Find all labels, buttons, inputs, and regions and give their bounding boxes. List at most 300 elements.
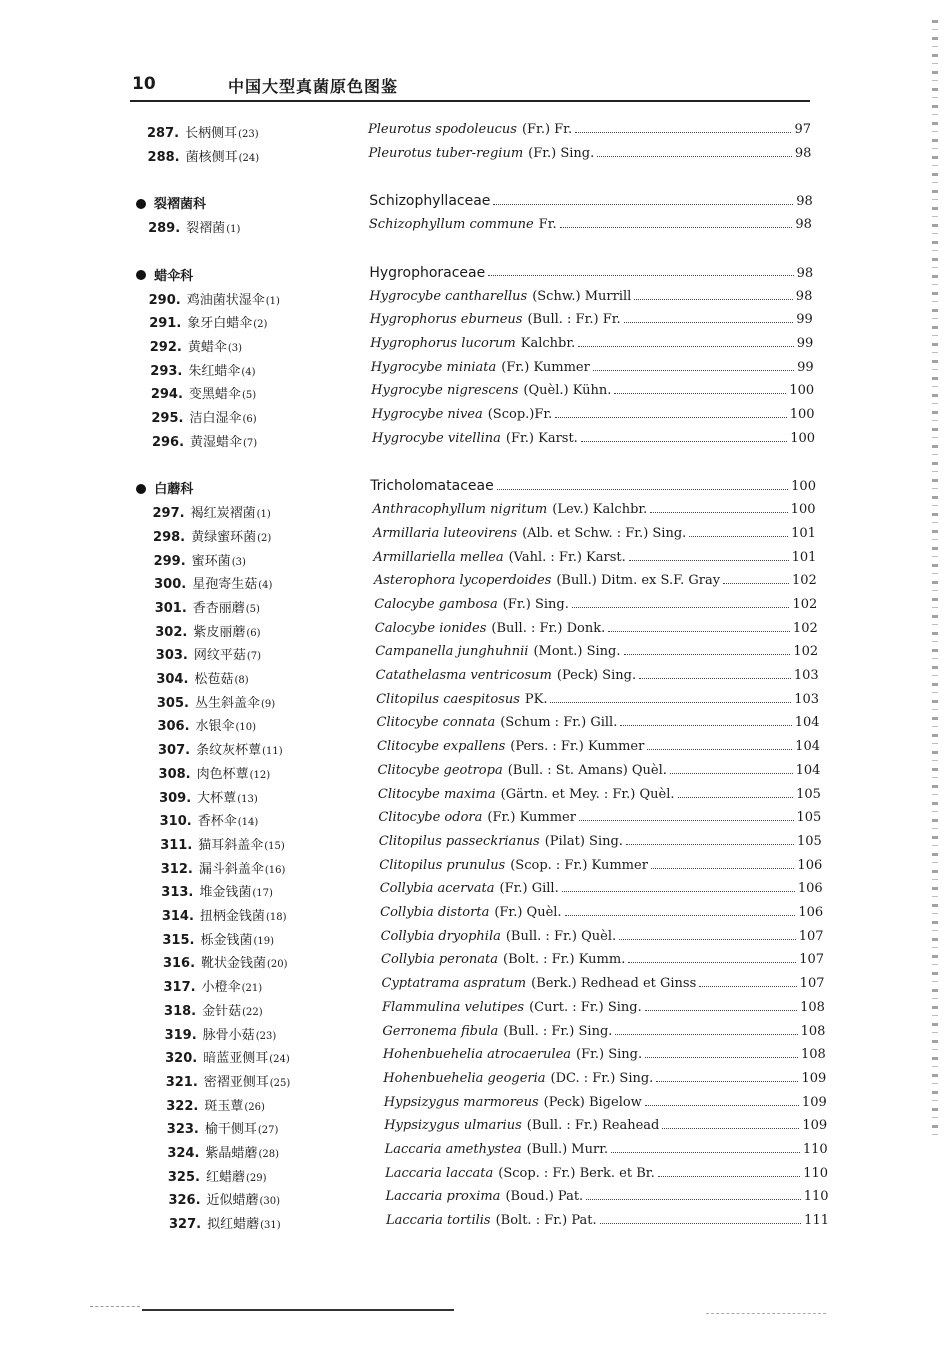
species-cn-text: 松苞菇 — [194, 672, 234, 687]
page-ref: 107 — [798, 928, 824, 944]
species-entry — [381, 929, 824, 944]
species-entry — [369, 217, 812, 232]
plate-number: (1) — [256, 509, 271, 521]
species-number: 315. — [162, 932, 195, 948]
species-number: 288. — [147, 149, 180, 165]
author-citation: (Bull. : Fr.) Sing. — [503, 1023, 613, 1039]
author-citation: (Bull. : Fr.) Reahead — [526, 1118, 660, 1134]
species-number: 317. — [163, 980, 196, 996]
species-cn-text: 香杏丽蘑 — [192, 600, 245, 616]
plate-number: (30) — [259, 1196, 281, 1208]
author-citation: (Bull. : Fr.) Donk. — [491, 620, 606, 636]
species-name-cn — [163, 952, 288, 971]
species-name-cn — [150, 360, 255, 379]
plate-number: (6) — [242, 414, 257, 425]
species-name-cn — [149, 289, 280, 308]
species-entry — [376, 692, 819, 707]
page-ref: 100 — [790, 502, 816, 518]
page-ref: 109 — [801, 1070, 827, 1086]
plate-number: (4) — [258, 580, 273, 592]
species-entry — [382, 1000, 825, 1015]
author-citation: PK. — [524, 691, 548, 707]
leader-dots — [488, 275, 793, 276]
species-cn-text: 脉骨小菇 — [202, 1027, 255, 1043]
species-entry — [380, 881, 823, 896]
species-name-cn — [156, 668, 248, 687]
species-entry — [373, 550, 816, 565]
scientific-name: Clitopilus caespitosus — [376, 691, 520, 707]
species-row — [0, 952, 952, 974]
species-row — [0, 312, 952, 334]
species-row — [0, 692, 952, 714]
species-row — [0, 1142, 952, 1164]
leader-dots — [597, 156, 792, 157]
scientific-name: Anthracophyllum nigritum — [372, 502, 548, 518]
species-cn-text: 黄蜡伞 — [187, 339, 227, 355]
species-name-cn — [157, 692, 275, 711]
page-ref: 98 — [796, 194, 813, 210]
species-cn-text: 变黑蜡伞 — [188, 387, 241, 403]
species-row — [0, 526, 952, 548]
family-heading-row — [0, 478, 952, 500]
species-entry — [382, 1024, 825, 1039]
page-ref: 106 — [797, 857, 823, 873]
scientific-name: Catathelasma ventricosum — [375, 668, 552, 683]
page-ref: 102 — [793, 644, 819, 660]
plate-number: (11) — [262, 746, 283, 758]
species-number: 303. — [155, 648, 188, 664]
leader-dots — [670, 773, 793, 774]
page-ref: 111 — [804, 1213, 829, 1229]
species-cn-text: 黄湿蜡伞 — [190, 434, 243, 450]
family-heading-row — [0, 193, 952, 215]
leader-dots — [593, 370, 794, 371]
bullet-icon — [136, 199, 146, 209]
plate-number: (8) — [234, 675, 249, 686]
species-number: 290. — [148, 292, 181, 308]
species-number: 297. — [152, 506, 185, 522]
species-row — [0, 1024, 952, 1046]
leader-dots — [615, 1034, 797, 1035]
leader-dots — [651, 868, 795, 869]
leader-dots — [624, 322, 794, 323]
page-ref: 104 — [795, 739, 820, 755]
species-number: 326. — [168, 1193, 201, 1209]
page-ref: 105 — [796, 810, 822, 826]
scientific-name: Laccaria proxima — [385, 1189, 501, 1205]
plate-number: (12) — [249, 769, 271, 781]
species-name-cn — [152, 431, 257, 450]
species-cn-text: 堆金钱菌 — [199, 885, 252, 901]
species-row — [0, 787, 952, 809]
leader-dots — [565, 915, 796, 916]
author-citation: Kalchbr. — [520, 335, 576, 351]
plate-number: (3) — [227, 342, 243, 354]
family-name-cn-text: 裂褶菌科 — [154, 197, 207, 213]
species-row — [0, 1047, 952, 1069]
species-number: 312. — [160, 861, 193, 877]
plate-number: (14) — [237, 817, 259, 829]
page-ref: 106 — [797, 881, 823, 897]
author-citation: (Pilat) Sing. — [544, 833, 623, 849]
scientific-name: Clitopilus prunulus — [379, 857, 506, 873]
species-entry — [379, 834, 822, 849]
leader-dots — [624, 654, 791, 655]
species-cn-text: 密褶亚侧耳 — [203, 1074, 269, 1090]
leader-dots — [579, 820, 794, 821]
species-cn-text: 鸡油菌状湿伞 — [186, 292, 265, 308]
scientific-name: Hypsizygus ulmarius — [384, 1118, 522, 1134]
species-number: 319. — [164, 1027, 197, 1043]
species-name-cn — [166, 1095, 265, 1114]
page-ref: 99 — [796, 335, 814, 351]
species-number: 313. — [161, 885, 194, 901]
author-citation: (Bolt. : Fr.) Kumm. — [503, 952, 626, 968]
page-ref: 107 — [799, 976, 825, 992]
species-cn-text: 洁白湿伞 — [189, 411, 242, 426]
species-row — [0, 122, 952, 144]
species-name-cn — [168, 1166, 267, 1185]
species-number: 318. — [164, 1003, 197, 1019]
species-name-cn — [148, 146, 260, 165]
family-name-cn-text: 白蘑科 — [154, 482, 194, 498]
species-entry — [372, 431, 815, 446]
page-ref: 110 — [802, 1142, 828, 1157]
plate-number: (9) — [260, 698, 276, 710]
species-row — [0, 360, 952, 382]
species-name-cn — [161, 858, 286, 877]
species-entry — [383, 1047, 826, 1062]
author-citation: (Bull. : St. Amans) Quèl. — [507, 762, 667, 778]
species-number: 308. — [158, 766, 191, 782]
species-number: 322. — [166, 1098, 199, 1114]
species-number: 316. — [162, 956, 196, 972]
page-ref: 99 — [797, 359, 814, 375]
scientific-name: Schizophyllum commune — [368, 217, 534, 233]
scientific-name: Collybia acervata — [379, 881, 495, 897]
species-number: 287. — [147, 126, 180, 141]
species-entry — [377, 763, 820, 778]
species-entry — [378, 810, 821, 825]
plate-number: (17) — [252, 888, 273, 900]
author-citation: (Bull.) Ditm. ex S.F. Gray — [556, 573, 721, 589]
plate-number: (23) — [255, 1030, 277, 1042]
leader-dots — [645, 1057, 798, 1058]
leader-dots — [497, 489, 788, 490]
book-title: 中国大型真菌原色图鉴 — [228, 77, 399, 96]
author-citation: (Fr.) Kummer — [487, 810, 576, 826]
species-number: 299. — [153, 553, 186, 569]
species-entry — [380, 905, 823, 920]
species-row — [0, 407, 952, 429]
species-row — [0, 881, 952, 903]
bullet-icon — [136, 484, 146, 494]
leader-dots — [639, 678, 791, 679]
species-name-cn — [153, 526, 271, 545]
species-row — [0, 1071, 952, 1093]
leader-dots — [614, 393, 786, 394]
plate-number: (18) — [265, 912, 287, 923]
leader-dots — [656, 1081, 798, 1082]
author-citation: (Pers. : Fr.) Kummer — [510, 739, 645, 755]
page-number: 10 — [132, 74, 156, 94]
scientific-name: Pleurotus spodoleucus — [368, 122, 517, 137]
species-name-cn — [154, 550, 246, 569]
page-ref: 98 — [795, 288, 813, 304]
species-number: 293. — [150, 363, 183, 379]
scientific-name: Clitocybe maxima — [377, 786, 496, 802]
plate-number: (7) — [246, 651, 262, 663]
species-number: 307. — [158, 743, 191, 759]
leader-dots — [662, 1128, 799, 1129]
family-entry — [369, 193, 813, 209]
family-name-latin: Schizophyllaceae — [369, 193, 491, 210]
scientific-name: Campanella junghuhnii — [375, 644, 529, 660]
author-citation: (Fr.) Sing. — [576, 1047, 643, 1063]
species-name-cn — [162, 905, 287, 924]
leader-dots — [689, 536, 788, 537]
species-cn-text: 裂褶菌 — [186, 221, 226, 237]
species-name-cn — [157, 715, 256, 734]
leader-dots — [645, 1010, 797, 1011]
plate-number: (19) — [253, 935, 275, 947]
species-entry — [374, 573, 817, 588]
page-ref: 108 — [800, 999, 825, 1015]
scientific-name: Hygrocybe nigrescens — [371, 383, 519, 399]
author-citation: (Peck) Bigelow — [543, 1094, 642, 1110]
page-ref: 108 — [800, 1023, 826, 1039]
species-name-cn — [159, 787, 258, 806]
species-row — [0, 1213, 952, 1235]
leader-dots — [650, 512, 787, 513]
author-citation: (Fr.) Sing. — [502, 596, 569, 612]
family-entry — [369, 265, 813, 281]
species-cn-text: 小橙伞 — [201, 980, 241, 996]
species-row — [0, 550, 952, 572]
plate-number: (20) — [267, 959, 288, 971]
plate-number: (25) — [269, 1077, 291, 1089]
species-number: 298. — [153, 529, 186, 545]
page-ref: 101 — [791, 525, 816, 541]
author-citation: (Fr.) Gill. — [499, 881, 559, 897]
species-number: 311. — [160, 837, 193, 853]
page-ref: 100 — [790, 430, 816, 446]
species-cn-text: 朱红蜡伞 — [188, 363, 241, 379]
species-cn-text: 香杯伞 — [197, 814, 237, 830]
species-row — [0, 383, 952, 405]
species-row — [0, 431, 952, 453]
species-name-cn — [165, 1047, 290, 1066]
species-row — [0, 715, 952, 737]
scientific-name: Armillaria luteovirens — [372, 525, 518, 541]
leader-dots — [723, 583, 789, 584]
scientific-name: Clitocybe connata — [376, 715, 496, 731]
page-ref: 100 — [791, 479, 816, 495]
species-number: 306. — [157, 719, 190, 735]
leader-dots — [562, 891, 795, 892]
species-number: 320. — [165, 1051, 198, 1067]
plate-number: (7) — [243, 437, 258, 449]
scientific-name: Hohenbuehelia geogeria — [383, 1070, 546, 1086]
plate-number: (21) — [241, 983, 263, 995]
species-name-cn — [148, 217, 240, 236]
footer-rule-faint — [90, 1306, 140, 1307]
species-cn-text: 丛生斜盖伞 — [194, 695, 260, 711]
author-citation: Fr. — [538, 217, 557, 233]
page-ref: 108 — [801, 1047, 826, 1063]
species-entry — [377, 739, 820, 754]
plate-number: (23) — [238, 129, 259, 140]
author-citation: (Alb. et Schw. : Fr.) Sing. — [522, 525, 687, 541]
species-row — [0, 668, 952, 690]
plate-number: (24) — [238, 152, 260, 164]
species-number: 292. — [149, 339, 182, 355]
family-name-cn — [136, 265, 193, 284]
species-entry — [385, 1142, 828, 1157]
page-ref: 105 — [796, 786, 821, 802]
species-name-cn — [166, 1071, 291, 1090]
family-name-latin: Tricholomataceae — [370, 478, 494, 495]
leader-dots — [572, 607, 790, 608]
leader-dots — [550, 702, 791, 703]
species-name-cn — [167, 1118, 279, 1137]
species-cn-text: 蜜环菌 — [191, 553, 231, 569]
plate-number: (16) — [264, 864, 286, 876]
leader-dots — [611, 1152, 800, 1153]
species-entry — [383, 1071, 826, 1086]
species-number: 302. — [155, 624, 188, 640]
plate-number: (22) — [242, 1006, 263, 1018]
scientific-name: Hohenbuehelia atrocaerulea — [382, 1047, 572, 1063]
page-ref: 104 — [795, 762, 821, 778]
plate-number: (3) — [231, 556, 246, 568]
species-row — [0, 621, 952, 643]
species-row — [0, 573, 952, 595]
species-row — [0, 1000, 952, 1022]
species-row — [0, 929, 952, 951]
author-citation: (Bull. : Fr.) Quèl. — [505, 928, 617, 944]
species-cn-text: 黄绿蜜环菌 — [191, 529, 257, 545]
leader-dots — [645, 1105, 799, 1106]
plate-number: (1) — [226, 224, 241, 236]
species-entry — [371, 360, 814, 375]
species-entry — [384, 1095, 827, 1110]
species-row — [0, 1095, 952, 1117]
species-name-cn — [155, 597, 260, 616]
species-name-cn — [169, 1213, 281, 1232]
species-entry — [386, 1213, 829, 1228]
species-name-cn — [147, 122, 259, 141]
species-cn-text: 星孢寄生菇 — [192, 577, 258, 593]
page-ref: 98 — [794, 145, 812, 161]
family-name-latin: Hygrophoraceae — [369, 264, 486, 281]
author-citation: (Fr.) Quèl. — [494, 905, 562, 920]
page-ref: 101 — [791, 549, 817, 565]
species-number: 291. — [149, 316, 182, 332]
scientific-name: Hygrocybe miniata — [370, 359, 497, 375]
author-citation: (Vahl. : Fr.) Karst. — [508, 549, 626, 565]
species-entry — [381, 952, 824, 967]
species-number: 304. — [156, 672, 189, 687]
species-cn-text: 网纹平菇 — [193, 648, 246, 664]
species-name-cn — [155, 621, 260, 640]
species-name-cn — [160, 834, 285, 853]
species-name-cn — [167, 1142, 279, 1161]
species-entry — [371, 383, 814, 398]
scientific-name: Flammulina velutipes — [381, 999, 525, 1015]
page-ref: 100 — [789, 383, 815, 399]
bullet-icon — [136, 270, 146, 280]
page-ref: 102 — [792, 596, 818, 612]
species-row — [0, 905, 952, 927]
page-ref: 105 — [796, 833, 822, 849]
scientific-name: Asterophora lycoperdoides — [373, 573, 552, 589]
species-row — [0, 597, 952, 619]
species-row — [0, 502, 952, 524]
family-name-cn-text: 蜡伞科 — [154, 268, 194, 284]
page-ref: 98 — [796, 265, 814, 281]
author-citation: (Boud.) Pat. — [505, 1189, 584, 1205]
author-citation: (Mont.) Sing. — [533, 644, 621, 660]
species-number: 289. — [148, 221, 181, 237]
scientific-name: Hypsizygus marmoreus — [383, 1094, 539, 1110]
leader-dots — [619, 939, 796, 940]
species-number: 321. — [165, 1074, 198, 1090]
author-citation: (Scop. : Fr.) Berk. et Br. — [498, 1165, 655, 1181]
species-cn-text: 紫晶蜡蘑 — [205, 1146, 258, 1161]
species-row — [0, 763, 952, 785]
scientific-name: Clitopilus passeckrianus — [378, 833, 540, 849]
page-ref: 103 — [793, 668, 819, 683]
species-name-cn — [164, 1000, 263, 1019]
scientific-name: Clitocybe expallens — [377, 739, 506, 755]
species-cn-text: 大杯蕈 — [197, 790, 237, 806]
species-entry — [377, 715, 820, 730]
page-ref: 107 — [799, 952, 825, 968]
species-cn-text: 菌核侧耳 — [185, 149, 238, 165]
species-number: 324. — [167, 1146, 200, 1161]
species-cn-text: 水银伞 — [195, 719, 235, 735]
author-citation: (Fr.) Fr. — [521, 122, 573, 137]
species-entry — [385, 1166, 828, 1181]
leader-dots — [678, 797, 794, 798]
plate-number: (6) — [246, 627, 261, 639]
leader-dots — [575, 132, 791, 133]
leader-dots — [699, 986, 796, 987]
scientific-name: Hygrophorus lucorum — [370, 335, 516, 351]
species-cn-text: 长柄侧耳 — [185, 126, 238, 141]
species-entry — [373, 502, 816, 517]
footer-rule-faint — [706, 1313, 826, 1314]
leader-dots — [647, 749, 792, 750]
species-number: 325. — [167, 1169, 200, 1185]
author-citation: (Bull. : Fr.) Fr. — [527, 312, 621, 328]
species-entry — [384, 1118, 827, 1133]
species-name-cn — [161, 881, 273, 900]
species-row — [0, 146, 952, 168]
species-number: 301. — [154, 600, 187, 616]
species-cn-text: 紫皮丽蘑 — [193, 624, 246, 640]
plate-number: (29) — [245, 1172, 267, 1184]
author-citation: (Lev.) Kalchbr. — [552, 502, 648, 518]
page-ref: 102 — [792, 620, 818, 636]
species-entry — [370, 312, 813, 327]
leader-dots — [629, 560, 789, 561]
scientific-name: Hygrocybe nivea — [371, 407, 483, 422]
species-number: 309. — [159, 790, 192, 806]
plate-number: (26) — [244, 1101, 265, 1113]
species-number: 314. — [161, 909, 194, 924]
